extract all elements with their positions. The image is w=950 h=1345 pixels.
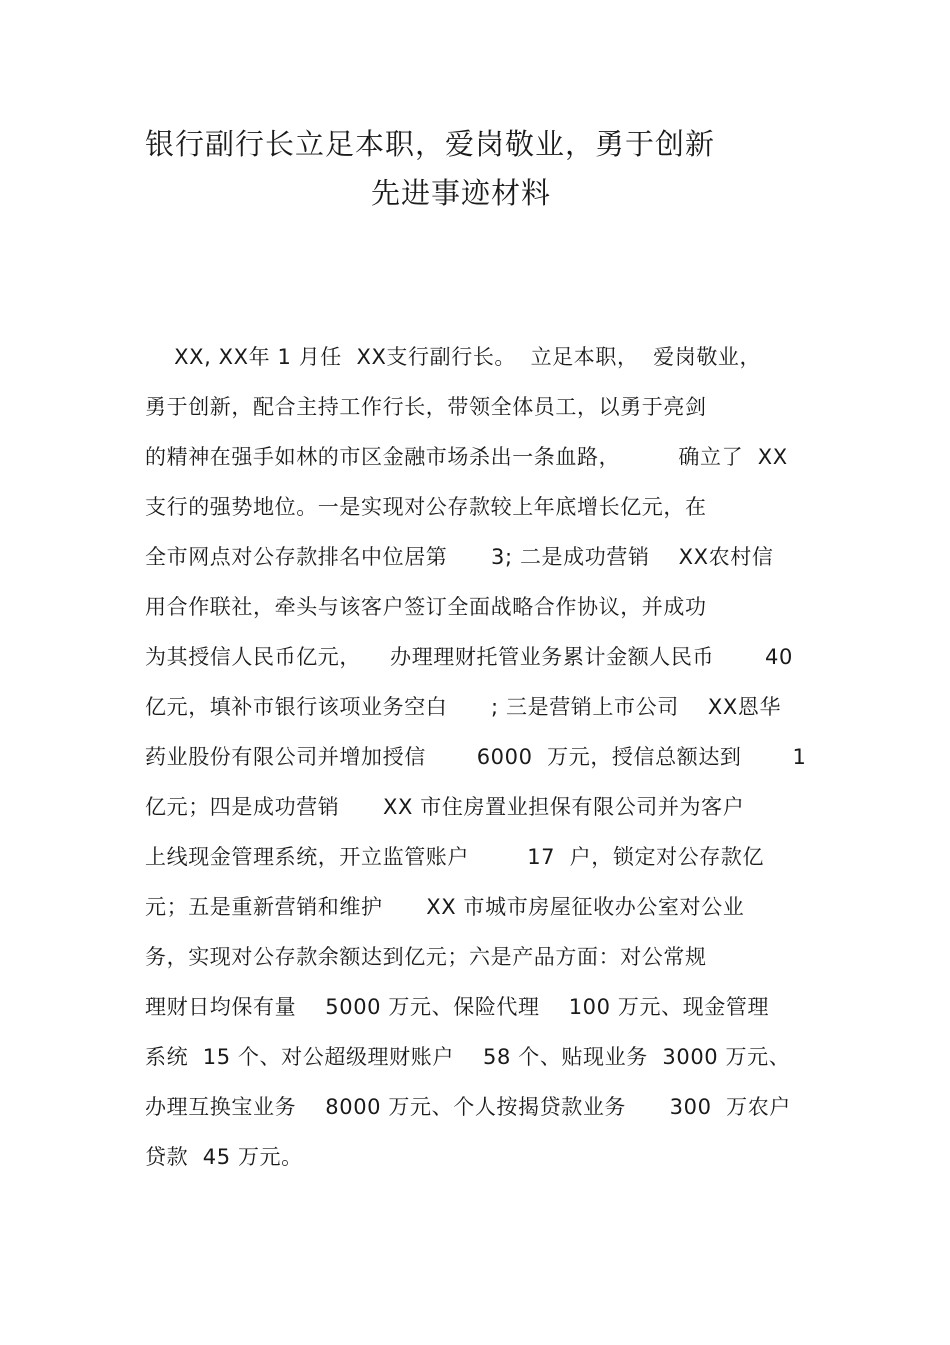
body-text-line-12: 元；五是重新营销和维护 XX 市城市房屋征收办公室对公业 [145,895,745,919]
body-text-line-8: 亿元，填补市银行该项业务空白 ; 三是营销上市公司 XX恩华 [145,695,782,719]
body-text-line-7: 为其授信人民币亿元， 办理理财托管业务累计金额人民币 40 [145,645,793,669]
body-text-line-1: XX, XX年 1 月任 XX支行副行长。 立足本职， 爱岗敬业， [145,345,762,369]
body-text-line-17: 贷款 45 万元。 [145,1145,303,1169]
body-text-line-5: 全市网点对公存款排名中位居第 3; 二是成功营销 XX农村信 [145,545,774,569]
body-text-line-2: 勇于创新，配合主持工作行长，带领全体员工，以勇于亮剑 [145,395,707,419]
body-text-line-13: 务，实现对公存款余额达到亿元；六是产品方面：对公常规 [145,945,707,969]
body-text-line-6: 用合作联社，牵头与该客户签订全面战略合作协议，并成功 [145,595,707,619]
body-text-line-9: 药业股份有限公司并增加授信 6000 万元，授信总额达到 1 [145,745,807,769]
body-text-line-14: 理财日均保有量 5000 万元、保险代理 100 万元、现金管理 [145,995,770,1019]
body-text-line-15: 系统 15 个、对公超级理财账户 58 个、贴现业务 3000 万元、 [145,1045,791,1069]
document-title-line-1: 银行副行长立足本职，爱岗敬业，勇于创新 [145,127,716,161]
body-text-line-16: 办理互换宝业务 8000 万元、个人按揭贷款业务 300 万农户 [145,1095,791,1119]
body-text-line-4: 支行的强势地位。一是实现对公存款较上年底增长亿元，在 [145,495,707,519]
document-title-line-2: 先进事迹材料 [371,176,552,210]
body-text-line-3: 的精神在强手如林的市区金融市场杀出一条血路， 确立了 XX [145,445,788,469]
body-text-line-10: 亿元；四是成功营销 XX 市住房置业担保有限公司并为客户 [145,795,745,819]
body-text-line-11: 上线现金管理系统，开立监管账户 17 户，锁定对公存款亿 [145,845,765,869]
